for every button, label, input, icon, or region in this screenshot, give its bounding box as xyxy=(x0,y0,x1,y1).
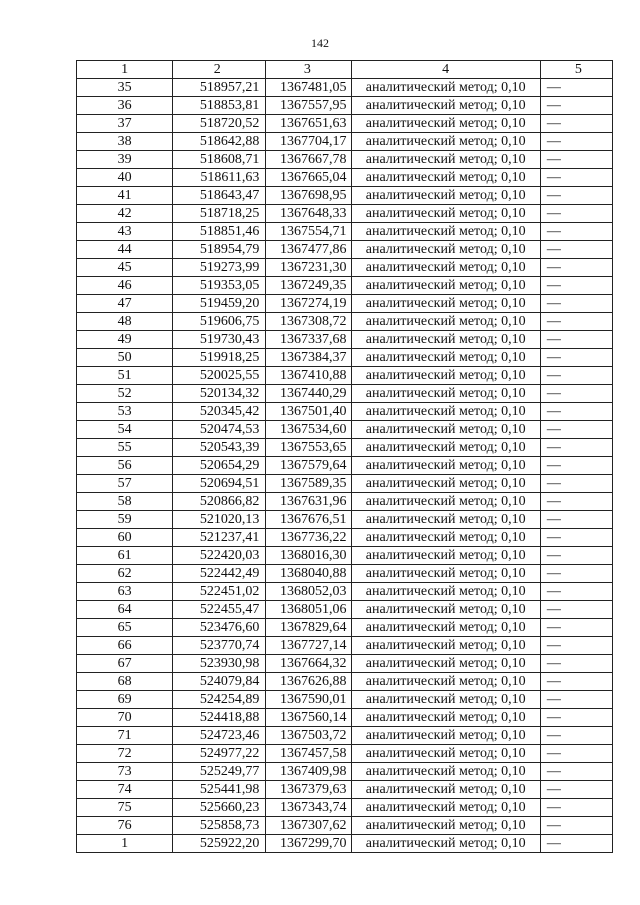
method-accuracy-cell: аналитический метод; 0,10 xyxy=(351,313,540,331)
method-accuracy-cell: аналитический метод; 0,10 xyxy=(351,673,540,691)
point-number-cell: 65 xyxy=(77,619,173,637)
x-coordinate-cell: 518611,63 xyxy=(173,169,266,187)
y-coordinate-cell: 1368016,30 xyxy=(266,547,351,565)
point-number-cell: 45 xyxy=(77,259,173,277)
point-number-cell: 47 xyxy=(77,295,173,313)
point-number-cell: 46 xyxy=(77,277,173,295)
note-cell: — xyxy=(540,133,612,151)
method-accuracy-cell: аналитический метод; 0,10 xyxy=(351,259,540,277)
x-coordinate-cell: 520134,32 xyxy=(173,385,266,403)
x-coordinate-cell: 520654,29 xyxy=(173,457,266,475)
note-cell: — xyxy=(540,79,612,97)
y-coordinate-cell: 1367651,63 xyxy=(266,115,351,133)
y-coordinate-cell: 1367727,14 xyxy=(266,637,351,655)
note-cell: — xyxy=(540,439,612,457)
method-accuracy-cell: аналитический метод; 0,10 xyxy=(351,295,540,313)
point-number-cell: 55 xyxy=(77,439,173,457)
point-number-cell: 69 xyxy=(77,691,173,709)
note-cell: — xyxy=(540,583,612,601)
method-accuracy-cell: аналитический метод; 0,10 xyxy=(351,367,540,385)
x-coordinate-cell: 518608,71 xyxy=(173,151,266,169)
method-accuracy-cell: аналитический метод; 0,10 xyxy=(351,799,540,817)
y-coordinate-cell: 1367557,95 xyxy=(266,97,351,115)
table-row xyxy=(77,763,613,781)
table-row xyxy=(77,241,613,259)
method-accuracy-cell: аналитический метод; 0,10 xyxy=(351,655,540,673)
y-coordinate-cell: 1368040,88 xyxy=(266,565,351,583)
method-accuracy-cell: аналитический метод; 0,10 xyxy=(351,709,540,727)
method-accuracy-cell: аналитический метод; 0,10 xyxy=(351,637,540,655)
table-row xyxy=(77,385,613,403)
y-coordinate-cell: 1367501,40 xyxy=(266,403,351,421)
y-coordinate-cell: 1367829,64 xyxy=(266,619,351,637)
x-coordinate-cell: 520474,53 xyxy=(173,421,266,439)
method-accuracy-cell: аналитический метод; 0,10 xyxy=(351,691,540,709)
x-coordinate-cell: 523930,98 xyxy=(173,655,266,673)
page-number: 142 xyxy=(311,36,329,50)
point-number-cell: 72 xyxy=(77,745,173,763)
method-accuracy-cell: аналитический метод; 0,10 xyxy=(351,727,540,745)
table-row xyxy=(77,511,613,529)
note-cell: — xyxy=(540,313,612,331)
x-coordinate-cell: 521237,41 xyxy=(173,529,266,547)
method-accuracy-cell: аналитический метод; 0,10 xyxy=(351,781,540,799)
table-row xyxy=(77,691,613,709)
x-coordinate-cell: 519918,25 xyxy=(173,349,266,367)
x-coordinate-cell: 519273,99 xyxy=(173,259,266,277)
point-number-cell: 75 xyxy=(77,799,173,817)
table-row xyxy=(77,313,613,331)
y-coordinate-cell: 1367343,74 xyxy=(266,799,351,817)
y-coordinate-cell: 1367308,72 xyxy=(266,313,351,331)
x-coordinate-cell: 518642,88 xyxy=(173,133,266,151)
point-number-cell: 37 xyxy=(77,115,173,133)
note-cell: — xyxy=(540,727,612,745)
y-coordinate-cell: 1367481,05 xyxy=(266,79,351,97)
point-number-cell: 42 xyxy=(77,205,173,223)
method-accuracy-cell: аналитический метод; 0,10 xyxy=(351,547,540,565)
table-row xyxy=(77,439,613,457)
table-row xyxy=(77,115,613,133)
point-number-cell: 70 xyxy=(77,709,173,727)
method-accuracy-cell: аналитический метод; 0,10 xyxy=(351,403,540,421)
x-coordinate-cell: 519730,43 xyxy=(173,331,266,349)
point-number-cell: 56 xyxy=(77,457,173,475)
table-row xyxy=(77,259,613,277)
table-row xyxy=(77,367,613,385)
y-coordinate-cell: 1367274,19 xyxy=(266,295,351,313)
x-coordinate-cell: 525858,73 xyxy=(173,817,266,835)
x-coordinate-cell: 524977,22 xyxy=(173,745,266,763)
x-coordinate-cell: 524254,89 xyxy=(173,691,266,709)
y-coordinate-cell: 1367631,96 xyxy=(266,493,351,511)
point-number-cell: 61 xyxy=(77,547,173,565)
table-row xyxy=(77,331,613,349)
method-accuracy-cell: аналитический метод; 0,10 xyxy=(351,511,540,529)
x-coordinate-cell: 524418,88 xyxy=(173,709,266,727)
note-cell: — xyxy=(540,349,612,367)
x-coordinate-cell: 524723,46 xyxy=(173,727,266,745)
point-number-cell: 52 xyxy=(77,385,173,403)
table-row xyxy=(77,601,613,619)
x-coordinate-cell: 520694,51 xyxy=(173,475,266,493)
method-accuracy-cell: аналитический метод; 0,10 xyxy=(351,349,540,367)
note-cell: — xyxy=(540,277,612,295)
note-cell: — xyxy=(540,637,612,655)
table-row xyxy=(77,637,613,655)
x-coordinate-cell: 525660,23 xyxy=(173,799,266,817)
table-row xyxy=(77,835,613,853)
note-cell: — xyxy=(540,241,612,259)
x-coordinate-cell: 525922,20 xyxy=(173,835,266,853)
point-number-cell: 63 xyxy=(77,583,173,601)
table-row xyxy=(77,169,613,187)
column-header: 3 xyxy=(266,61,351,79)
point-number-cell: 40 xyxy=(77,169,173,187)
method-accuracy-cell: аналитический метод; 0,10 xyxy=(351,151,540,169)
x-coordinate-cell: 522442,49 xyxy=(173,565,266,583)
note-cell: — xyxy=(540,799,612,817)
y-coordinate-cell: 1367337,68 xyxy=(266,331,351,349)
point-number-cell: 49 xyxy=(77,331,173,349)
method-accuracy-cell: аналитический метод; 0,10 xyxy=(351,457,540,475)
method-accuracy-cell: аналитический метод; 0,10 xyxy=(351,277,540,295)
table-row xyxy=(77,151,613,169)
y-coordinate-cell: 1367665,04 xyxy=(266,169,351,187)
note-cell: — xyxy=(540,691,612,709)
note-cell: — xyxy=(540,781,612,799)
x-coordinate-cell: 523476,60 xyxy=(173,619,266,637)
table-row xyxy=(77,475,613,493)
point-number-cell: 67 xyxy=(77,655,173,673)
table-row xyxy=(77,583,613,601)
table-row xyxy=(77,187,613,205)
note-cell: — xyxy=(540,115,612,133)
note-cell: — xyxy=(540,259,612,277)
x-coordinate-cell: 520025,55 xyxy=(173,367,266,385)
y-coordinate-cell: 1367457,58 xyxy=(266,745,351,763)
note-cell: — xyxy=(540,223,612,241)
method-accuracy-cell: аналитический метод; 0,10 xyxy=(351,439,540,457)
point-number-cell: 41 xyxy=(77,187,173,205)
point-number-cell: 43 xyxy=(77,223,173,241)
method-accuracy-cell: аналитический метод; 0,10 xyxy=(351,241,540,259)
note-cell: — xyxy=(540,835,612,853)
x-coordinate-cell: 522451,02 xyxy=(173,583,266,601)
note-cell: — xyxy=(540,367,612,385)
point-number-cell: 73 xyxy=(77,763,173,781)
method-accuracy-cell: аналитический метод; 0,10 xyxy=(351,169,540,187)
point-number-cell: 68 xyxy=(77,673,173,691)
table-header-row xyxy=(77,61,613,79)
x-coordinate-cell: 518954,79 xyxy=(173,241,266,259)
method-accuracy-cell: аналитический метод; 0,10 xyxy=(351,475,540,493)
x-coordinate-cell: 521020,13 xyxy=(173,511,266,529)
note-cell: — xyxy=(540,475,612,493)
column-header: 5 xyxy=(540,61,612,79)
note-cell: — xyxy=(540,187,612,205)
y-coordinate-cell: 1367664,32 xyxy=(266,655,351,673)
note-cell: — xyxy=(540,295,612,313)
method-accuracy-cell: аналитический метод; 0,10 xyxy=(351,529,540,547)
y-coordinate-cell: 1367299,70 xyxy=(266,835,351,853)
point-number-cell: 36 xyxy=(77,97,173,115)
method-accuracy-cell: аналитический метод; 0,10 xyxy=(351,115,540,133)
method-accuracy-cell: аналитический метод; 0,10 xyxy=(351,817,540,835)
note-cell: — xyxy=(540,673,612,691)
table-row xyxy=(77,349,613,367)
table-row xyxy=(77,223,613,241)
y-coordinate-cell: 1367553,65 xyxy=(266,439,351,457)
y-coordinate-cell: 1367698,95 xyxy=(266,187,351,205)
note-cell: — xyxy=(540,331,612,349)
method-accuracy-cell: аналитический метод; 0,10 xyxy=(351,583,540,601)
point-number-cell: 62 xyxy=(77,565,173,583)
y-coordinate-cell: 1367410,88 xyxy=(266,367,351,385)
method-accuracy-cell: аналитический метод; 0,10 xyxy=(351,619,540,637)
y-coordinate-cell: 1367589,35 xyxy=(266,475,351,493)
method-accuracy-cell: аналитический метод; 0,10 xyxy=(351,763,540,781)
table-row xyxy=(77,457,613,475)
x-coordinate-cell: 518643,47 xyxy=(173,187,266,205)
point-number-cell: 58 xyxy=(77,493,173,511)
note-cell: — xyxy=(540,709,612,727)
y-coordinate-cell: 1368051,06 xyxy=(266,601,351,619)
note-cell: — xyxy=(540,457,612,475)
note-cell: — xyxy=(540,493,612,511)
y-coordinate-cell: 1367676,51 xyxy=(266,511,351,529)
x-coordinate-cell: 522455,47 xyxy=(173,601,266,619)
y-coordinate-cell: 1367503,72 xyxy=(266,727,351,745)
note-cell: — xyxy=(540,169,612,187)
note-cell: — xyxy=(540,745,612,763)
table-row xyxy=(77,619,613,637)
table-row xyxy=(77,133,613,151)
point-number-cell: 59 xyxy=(77,511,173,529)
point-number-cell: 53 xyxy=(77,403,173,421)
method-accuracy-cell: аналитический метод; 0,10 xyxy=(351,205,540,223)
method-accuracy-cell: аналитический метод; 0,10 xyxy=(351,223,540,241)
point-number-cell: 1 xyxy=(77,835,173,853)
column-header: 2 xyxy=(173,61,266,79)
coordinates-table xyxy=(76,60,613,853)
method-accuracy-cell: аналитический метод; 0,10 xyxy=(351,187,540,205)
table-body xyxy=(77,61,613,853)
table-row xyxy=(77,295,613,313)
table-row xyxy=(77,781,613,799)
column-header: 1 xyxy=(77,61,173,79)
column-header: 4 xyxy=(351,61,540,79)
note-cell: — xyxy=(540,547,612,565)
note-cell: — xyxy=(540,205,612,223)
y-coordinate-cell: 1367384,37 xyxy=(266,349,351,367)
note-cell: — xyxy=(540,421,612,439)
point-number-cell: 57 xyxy=(77,475,173,493)
note-cell: — xyxy=(540,151,612,169)
y-coordinate-cell: 1368052,03 xyxy=(266,583,351,601)
method-accuracy-cell: аналитический метод; 0,10 xyxy=(351,385,540,403)
note-cell: — xyxy=(540,763,612,781)
point-number-cell: 39 xyxy=(77,151,173,169)
x-coordinate-cell: 519353,05 xyxy=(173,277,266,295)
x-coordinate-cell: 525249,77 xyxy=(173,763,266,781)
x-coordinate-cell: 523770,74 xyxy=(173,637,266,655)
table-row xyxy=(77,817,613,835)
table-row xyxy=(77,673,613,691)
method-accuracy-cell: аналитический метод; 0,10 xyxy=(351,97,540,115)
y-coordinate-cell: 1367648,33 xyxy=(266,205,351,223)
x-coordinate-cell: 525441,98 xyxy=(173,781,266,799)
x-coordinate-cell: 518957,21 xyxy=(173,79,266,97)
note-cell: — xyxy=(540,655,612,673)
y-coordinate-cell: 1367736,22 xyxy=(266,529,351,547)
table-row xyxy=(77,493,613,511)
method-accuracy-cell: аналитический метод; 0,10 xyxy=(351,79,540,97)
method-accuracy-cell: аналитический метод; 0,10 xyxy=(351,331,540,349)
x-coordinate-cell: 518718,25 xyxy=(173,205,266,223)
y-coordinate-cell: 1367554,71 xyxy=(266,223,351,241)
note-cell: — xyxy=(540,619,612,637)
point-number-cell: 64 xyxy=(77,601,173,619)
table-row xyxy=(77,421,613,439)
x-coordinate-cell: 520345,42 xyxy=(173,403,266,421)
y-coordinate-cell: 1367626,88 xyxy=(266,673,351,691)
x-coordinate-cell: 520866,82 xyxy=(173,493,266,511)
note-cell: — xyxy=(540,817,612,835)
y-coordinate-cell: 1367534,60 xyxy=(266,421,351,439)
point-number-cell: 71 xyxy=(77,727,173,745)
table-row xyxy=(77,205,613,223)
y-coordinate-cell: 1367231,30 xyxy=(266,259,351,277)
method-accuracy-cell: аналитический метод; 0,10 xyxy=(351,421,540,439)
table-row xyxy=(77,97,613,115)
y-coordinate-cell: 1367704,17 xyxy=(266,133,351,151)
note-cell: — xyxy=(540,529,612,547)
point-number-cell: 35 xyxy=(77,79,173,97)
point-number-cell: 60 xyxy=(77,529,173,547)
table-row xyxy=(77,655,613,673)
point-number-cell: 38 xyxy=(77,133,173,151)
x-coordinate-cell: 520543,39 xyxy=(173,439,266,457)
table-row xyxy=(77,529,613,547)
table-row xyxy=(77,79,613,97)
x-coordinate-cell: 519606,75 xyxy=(173,313,266,331)
x-coordinate-cell: 519459,20 xyxy=(173,295,266,313)
y-coordinate-cell: 1367590,01 xyxy=(266,691,351,709)
point-number-cell: 48 xyxy=(77,313,173,331)
point-number-cell: 76 xyxy=(77,817,173,835)
x-coordinate-cell: 518851,46 xyxy=(173,223,266,241)
y-coordinate-cell: 1367409,98 xyxy=(266,763,351,781)
table-row xyxy=(77,565,613,583)
point-number-cell: 66 xyxy=(77,637,173,655)
x-coordinate-cell: 518853,81 xyxy=(173,97,266,115)
table-row xyxy=(77,547,613,565)
point-number-cell: 44 xyxy=(77,241,173,259)
x-coordinate-cell: 524079,84 xyxy=(173,673,266,691)
note-cell: — xyxy=(540,385,612,403)
point-number-cell: 50 xyxy=(77,349,173,367)
x-coordinate-cell: 522420,03 xyxy=(173,547,266,565)
note-cell: — xyxy=(540,97,612,115)
table-row xyxy=(77,277,613,295)
table-row xyxy=(77,745,613,763)
method-accuracy-cell: аналитический метод; 0,10 xyxy=(351,565,540,583)
y-coordinate-cell: 1367477,86 xyxy=(266,241,351,259)
y-coordinate-cell: 1367560,14 xyxy=(266,709,351,727)
note-cell: — xyxy=(540,565,612,583)
method-accuracy-cell: аналитический метод; 0,10 xyxy=(351,493,540,511)
y-coordinate-cell: 1367307,62 xyxy=(266,817,351,835)
table-row xyxy=(77,403,613,421)
table-row xyxy=(77,799,613,817)
note-cell: — xyxy=(540,403,612,421)
y-coordinate-cell: 1367667,78 xyxy=(266,151,351,169)
point-number-cell: 51 xyxy=(77,367,173,385)
y-coordinate-cell: 1367440,29 xyxy=(266,385,351,403)
x-coordinate-cell: 518720,52 xyxy=(173,115,266,133)
point-number-cell: 54 xyxy=(77,421,173,439)
method-accuracy-cell: аналитический метод; 0,10 xyxy=(351,835,540,853)
note-cell: — xyxy=(540,511,612,529)
table-row xyxy=(77,727,613,745)
point-number-cell: 74 xyxy=(77,781,173,799)
y-coordinate-cell: 1367579,64 xyxy=(266,457,351,475)
method-accuracy-cell: аналитический метод; 0,10 xyxy=(351,745,540,763)
y-coordinate-cell: 1367379,63 xyxy=(266,781,351,799)
method-accuracy-cell: аналитический метод; 0,10 xyxy=(351,133,540,151)
method-accuracy-cell: аналитический метод; 0,10 xyxy=(351,601,540,619)
y-coordinate-cell: 1367249,35 xyxy=(266,277,351,295)
note-cell: — xyxy=(540,601,612,619)
table-row xyxy=(77,709,613,727)
